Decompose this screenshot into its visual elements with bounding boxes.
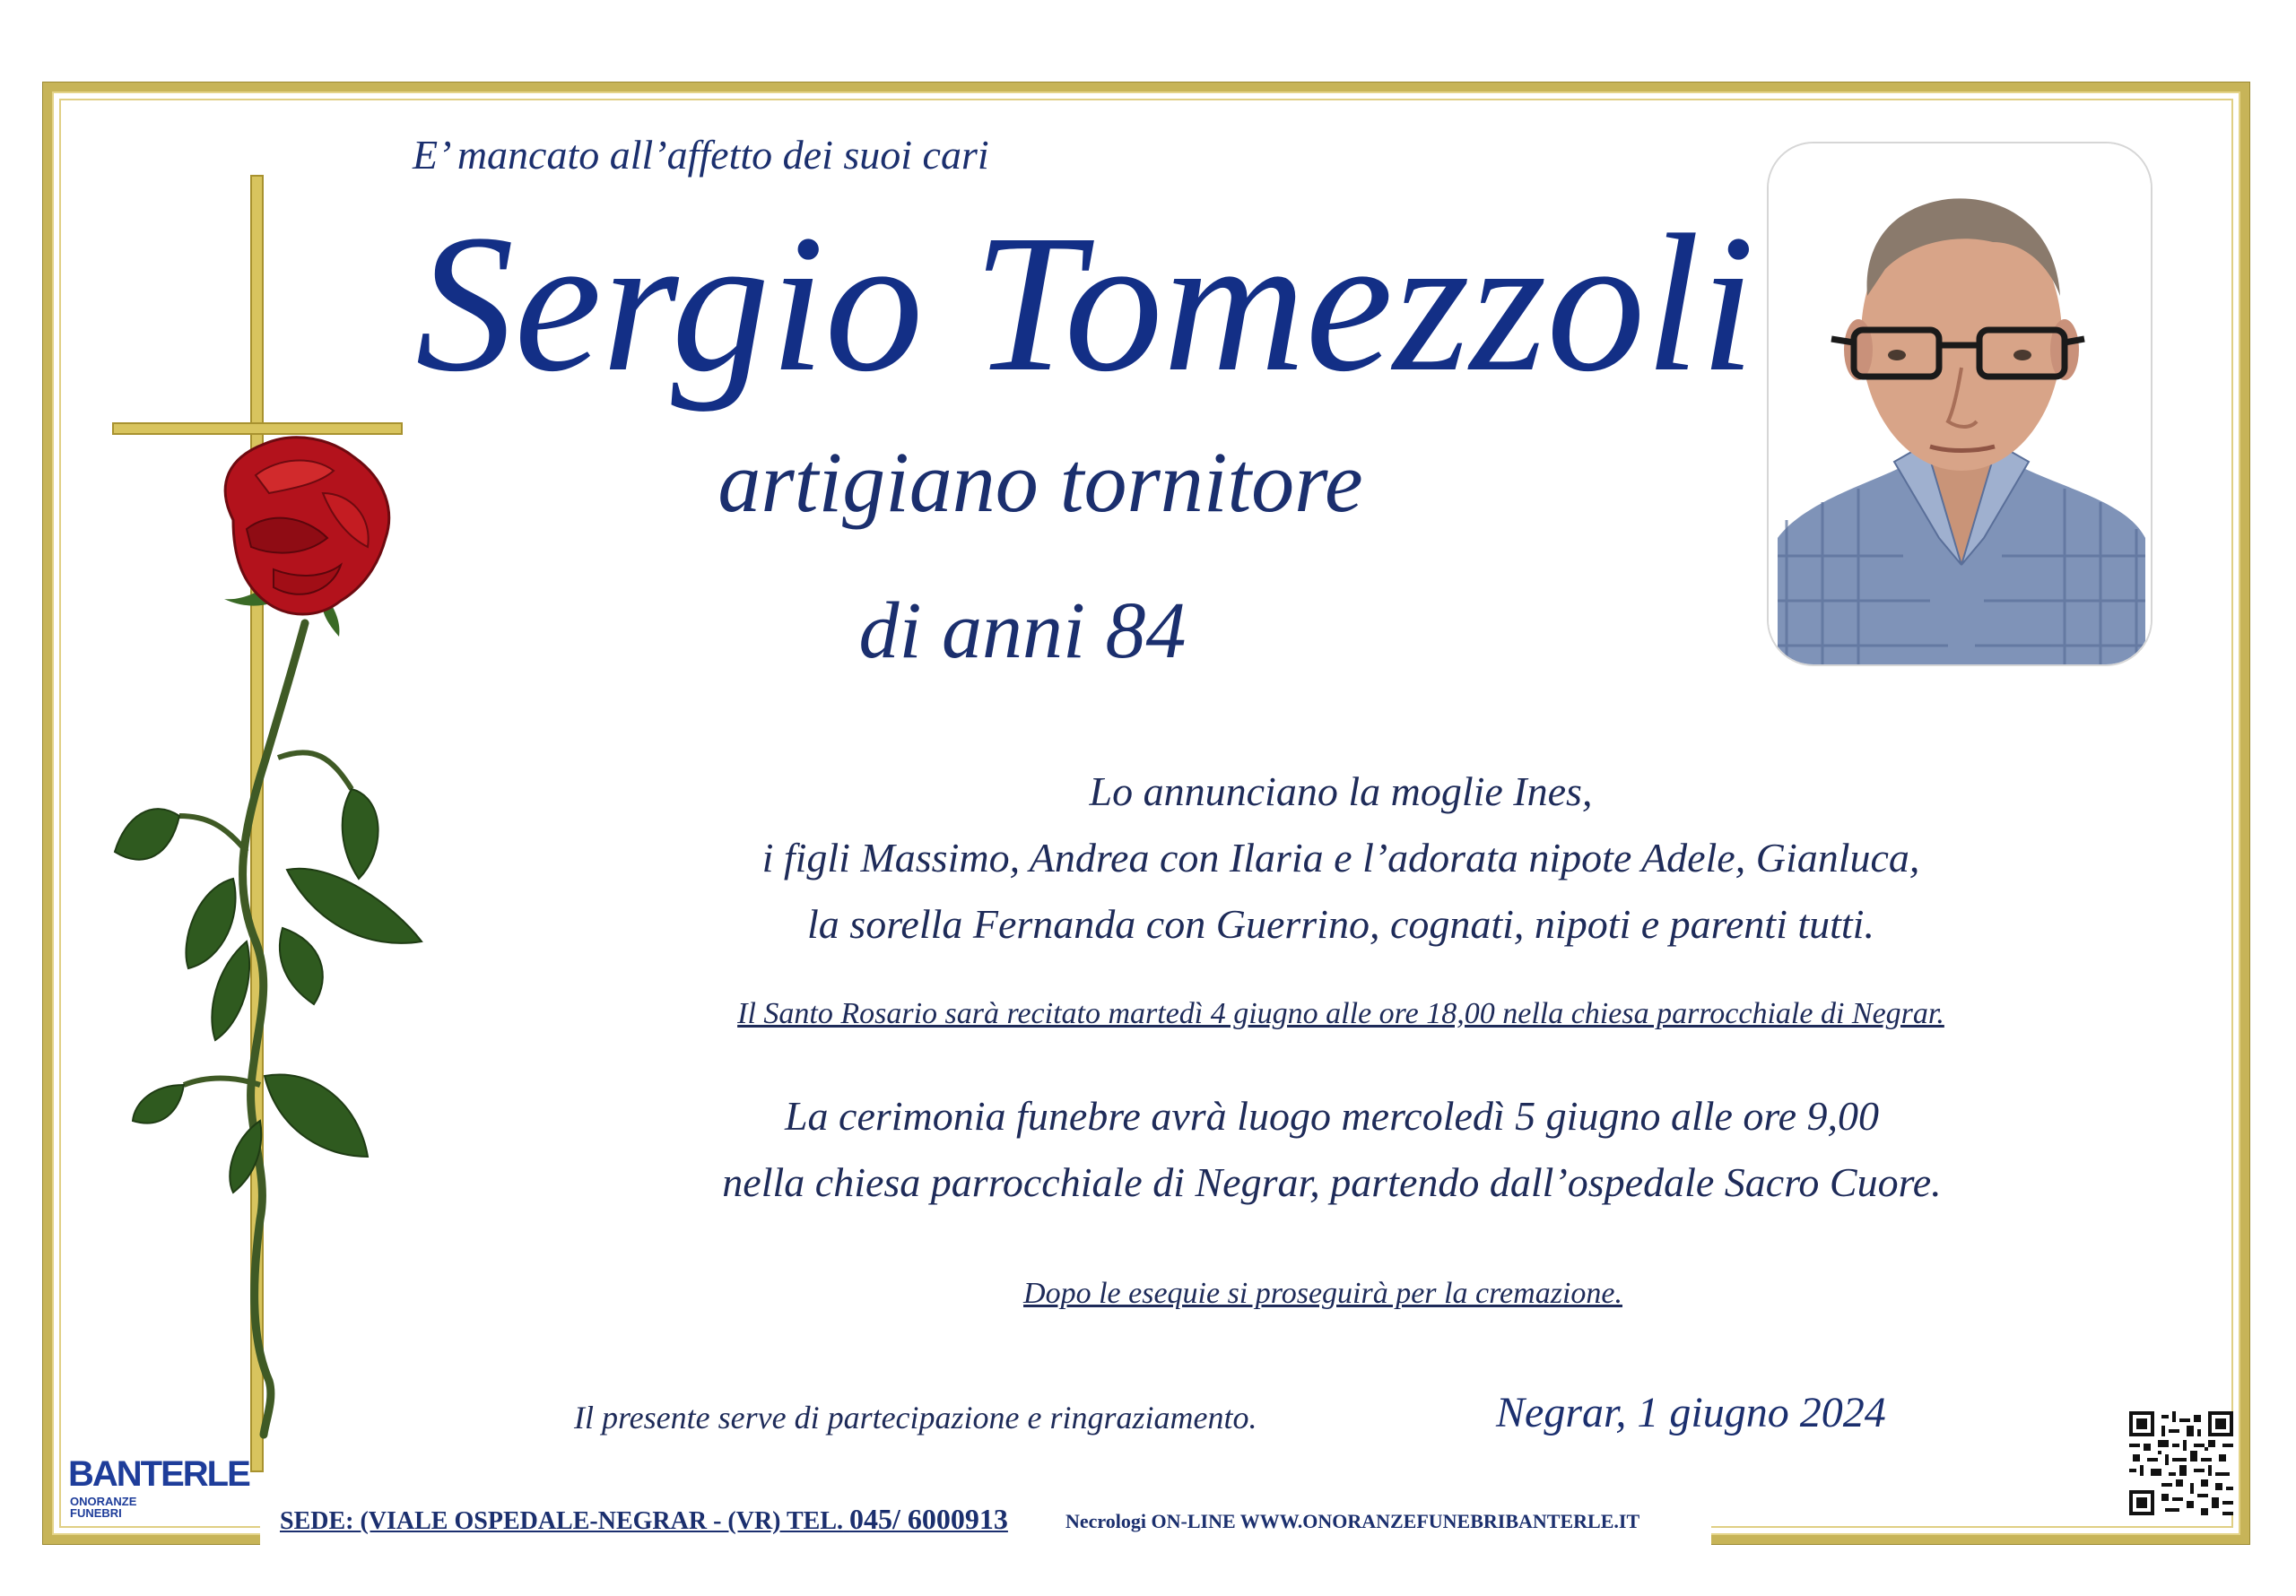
- footer-address-text: SEDE: (VIALE OSPEDALE-NEGRAR - (VR) TEL.: [280, 1507, 844, 1535]
- ceremony-line-1: La cerimonia funebre avrà luogo mercoledì 5 giugno alle ore 9,00: [784, 1093, 1880, 1139]
- announcement-line-3: la sorella Fernanda con Guerrino, cognati, nipoti e parenti tutti.: [807, 901, 1874, 947]
- footer-address: [280, 1503, 1008, 1536]
- rosary-info: Il Santo Rosario sarà recitato martedì 4 giugno alle ore 18,00 nella chiesa parrocchiale di Negrar.: [737, 997, 1944, 1030]
- thanks-line: Il presente serve di partecipazione e ringraziamento.: [574, 1400, 1257, 1436]
- announcement-line-2: i figli Massimo, Andrea con Ilaria e l’adorata nipote Adele, Gianluca,: [761, 835, 1920, 880]
- logo-sub-line-1: ONORANZE: [70, 1495, 137, 1508]
- ceremony-line-2: nella chiesa parrocchiale di Negrar, partendo dall’ospedale Sacro Cuore.: [722, 1159, 1942, 1205]
- announcement-line-1: Lo annunciano la moglie Ines,: [1089, 768, 1593, 814]
- portrait-illustration: [1769, 143, 2152, 666]
- intro-line: E’ mancato all’affetto dei suoi cari: [413, 132, 989, 178]
- deceased-name: Sergio Tomezzoli: [415, 194, 1755, 412]
- profession: artigiano tornitore: [718, 434, 1363, 530]
- footer-website[interactable]: Necrologi ON-LINE WWW.ONORANZEFUNEBRIBANTERLE.IT: [1065, 1510, 1640, 1532]
- logo-subtitle: [70, 1496, 136, 1519]
- footer-phone[interactable]: 045/ 6000913: [849, 1503, 1008, 1535]
- red-rose-icon: [115, 438, 422, 1435]
- place-and-date: Negrar, 1 giugno 2024: [1496, 1389, 1886, 1436]
- banterle-logo: [68, 1454, 248, 1526]
- portrait-photo: [1767, 142, 2152, 666]
- qr-code-icon[interactable]: [2129, 1411, 2233, 1515]
- logo-brand: BANTERLE: [68, 1454, 249, 1494]
- cremation-note: Dopo le esequie si proseguirà per la cremazione.: [1023, 1277, 1622, 1310]
- age: di anni 84: [858, 586, 1187, 675]
- logo-sub-line-2: FUNEBRI: [70, 1506, 122, 1520]
